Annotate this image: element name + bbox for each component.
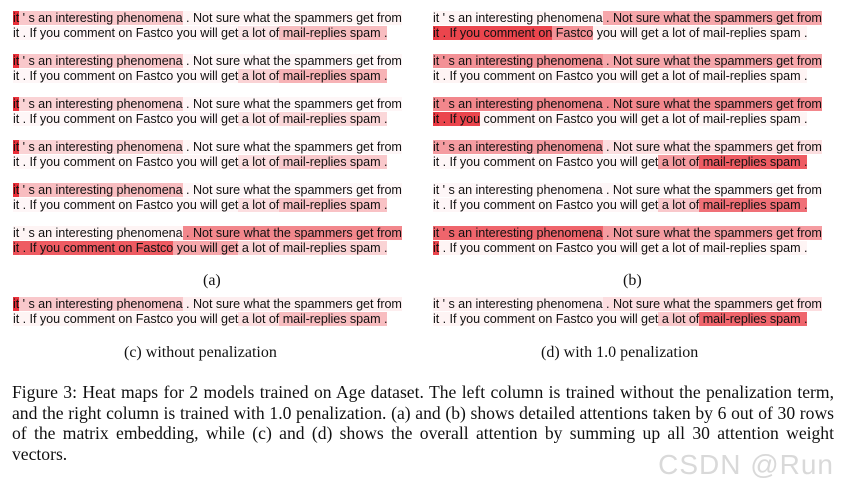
attention-token: it ' s an interesting phenomena: [433, 140, 603, 154]
attention-token: it: [13, 140, 20, 154]
sentence-line: [13, 198, 402, 213]
attention-token: ' s an interesting phenomena: [19, 11, 183, 25]
sentence-line: [13, 297, 402, 312]
attention-sample: [13, 140, 402, 170]
sentence-line: [13, 97, 402, 112]
attention-sample: [433, 11, 822, 41]
attention-sample: [433, 183, 822, 213]
sentence-line: [13, 26, 402, 41]
attention-token: it . If you comment on Fastco you will get: [13, 69, 239, 83]
attention-sample: [433, 97, 822, 127]
attention-sample: [433, 54, 822, 84]
attention-token: . If you comment on Fastco you will get a lot of mail-replies spam .: [439, 241, 808, 255]
sentence-line: [433, 297, 822, 312]
attention-sample: [13, 97, 402, 127]
panel-a-caption: (a): [203, 272, 221, 289]
attention-token: it: [433, 241, 440, 255]
attention-token: a lot of: [238, 112, 280, 126]
sentence-line: [433, 112, 822, 127]
attention-token: it: [13, 297, 20, 311]
attention-token: it: [13, 54, 20, 68]
attention-token: mail-replies spam .: [699, 155, 808, 169]
attention-sample: [433, 297, 822, 327]
sentence-line: [13, 54, 402, 69]
attention-token: it ' s an interesting phenomena: [433, 54, 603, 68]
attention-token: it ' s an interesting phenomena . Not sure what the spammers get from: [433, 183, 822, 197]
attention-token: it: [13, 241, 20, 255]
attention-token: it ' s an interesting phenomena: [13, 226, 183, 240]
attention-token: mail-replies spam .: [279, 155, 388, 169]
attention-token: it: [433, 26, 440, 40]
attention-token: . Not sure what the spammers get from: [182, 297, 402, 311]
attention-token: ' s an interesting phenomena: [19, 183, 183, 197]
attention-token: a lot of: [238, 155, 280, 169]
attention-sample: [433, 226, 822, 256]
attention-token: it ' s an interesting phenomena: [433, 97, 603, 111]
panel-c-caption: (c) without penalization: [124, 344, 277, 361]
sentence-line: [433, 226, 822, 241]
sentence-line: [13, 69, 402, 84]
attention-token: mail-replies spam .: [279, 26, 388, 40]
attention-token: . Not sure what the spammers get from: [182, 140, 402, 154]
attention-token: a lot of: [658, 198, 700, 212]
sentence-line: [13, 11, 402, 26]
attention-token: it . If you comment on Fastco you will get: [433, 312, 659, 326]
attention-token: ' s an interesting phenomena: [19, 140, 183, 154]
sentence-line: [433, 69, 822, 84]
attention-token: mail-replies spam .: [699, 198, 808, 212]
attention-token: . Not sure what the spammers get from: [602, 297, 822, 311]
sentence-line: [433, 183, 822, 198]
attention-token: mail-replies spam .: [279, 198, 388, 212]
sentence-line: [433, 198, 822, 213]
attention-token: mail-replies spam .: [699, 312, 808, 326]
attention-token: it ' s an interesting phenomena: [433, 297, 603, 311]
attention-token: . Not sure what the spammers get from: [182, 54, 402, 68]
attention-sample: [13, 183, 402, 213]
attention-token: a lot of: [658, 312, 700, 326]
attention-token: it: [13, 97, 20, 111]
sentence-line: [433, 54, 822, 69]
sentence-line: [13, 241, 402, 256]
attention-sample: [433, 140, 822, 170]
sentence-line: [13, 226, 402, 241]
panel-d-caption: (d) with 1.0 penalization: [541, 344, 699, 361]
attention-token: a lot of: [238, 312, 280, 326]
attention-token: a lot of: [238, 26, 280, 40]
attention-token: it . If you comment on Fastco you will get: [13, 155, 239, 169]
attention-token: it ' s an interesting phenomena: [433, 11, 603, 25]
attention-token: it . If you comment on Fastco you will get: [13, 312, 239, 326]
attention-token: it ' s an interesting phenomena: [433, 226, 603, 240]
attention-token: . Not sure what the spammers get from: [182, 183, 402, 197]
attention-token: it: [433, 112, 440, 126]
attention-token: a lot of: [238, 69, 280, 83]
sentence-line: [433, 241, 822, 256]
attention-token: . Not sure what the spammers get from: [182, 97, 402, 111]
attention-token: comment on Fastco you will get a lot of mail-replies spam .: [480, 112, 808, 126]
attention-token: . If you comment on: [439, 26, 553, 40]
attention-token: it . If you comment on Fastco you will get a lot of mail-replies spam .: [433, 69, 808, 83]
attention-token: ' s an interesting phenomena: [19, 97, 183, 111]
attention-token: mail-replies spam .: [279, 312, 388, 326]
attention-token: it . If you comment on Fastco you will get: [433, 198, 659, 212]
sentence-line: [433, 26, 822, 41]
attention-token: . If you comment on Fastco: [19, 241, 174, 255]
attention-token: you will get: [173, 241, 239, 255]
attention-token: it . If you comment on Fastco you will get: [433, 155, 659, 169]
attention-token: it: [13, 11, 20, 25]
attention-token: . Not sure what the spammers get from: [182, 11, 402, 25]
attention-sample: [13, 11, 402, 41]
attention-token: . Not sure what the spammers get from: [602, 140, 822, 154]
sentence-line: [13, 183, 402, 198]
figure-caption: Figure 3: Heat maps for 2 models trained on Age dataset. The left column is trained without the penalization term, and the right column is trained with 1.0 penalization. (a) and (b) shows detailed attentions taken by 6 out of 30 rows of the matrix embedding, while (c) and (d) shows the overall attention by summing up all 30 attention weight vectors.: [12, 382, 834, 464]
attention-token: . Not sure what the spammers get from: [602, 11, 822, 25]
attention-token: mail-replies spam .: [279, 69, 388, 83]
attention-token: mail-replies spam .: [279, 112, 388, 126]
attention-sample: [13, 226, 402, 256]
watermark: CSDN @Run: [658, 449, 834, 480]
attention-token: ' s an interesting phenomena: [19, 297, 183, 311]
attention-token: it: [13, 183, 20, 197]
sentence-line: [433, 140, 822, 155]
panel-b-caption: (b): [623, 272, 642, 289]
attention-token: you will get a lot of mail-replies spam .: [593, 26, 808, 40]
attention-token: . Not sure what the spammers get from: [602, 54, 822, 68]
sentence-line: [13, 312, 402, 327]
attention-token: . Not sure what the spammers get from: [182, 226, 402, 240]
attention-token: a lot of: [658, 155, 700, 169]
attention-token: a lot of mail-replies spam .: [238, 241, 388, 255]
sentence-line: [433, 312, 822, 327]
sentence-line: [13, 112, 402, 127]
attention-token: . Not sure what the spammers get from: [602, 226, 822, 240]
attention-token: . Not sure what the spammers get from: [602, 97, 822, 111]
attention-sample: [13, 54, 402, 84]
attention-token: . If you: [439, 112, 481, 126]
sentence-line: [433, 155, 822, 170]
attention-sample: [13, 297, 402, 327]
attention-token: ' s an interesting phenomena: [19, 54, 183, 68]
attention-token: it . If you comment on Fastco you will get: [13, 26, 239, 40]
sentence-line: [13, 140, 402, 155]
sentence-line: [13, 155, 402, 170]
attention-token: it . If you comment on Fastco you will get: [13, 112, 239, 126]
attention-token: Fastco: [552, 26, 594, 40]
sentence-line: [433, 11, 822, 26]
attention-token: a lot of: [238, 198, 280, 212]
attention-token: it . If you comment on Fastco you will get: [13, 198, 239, 212]
sentence-line: [433, 97, 822, 112]
